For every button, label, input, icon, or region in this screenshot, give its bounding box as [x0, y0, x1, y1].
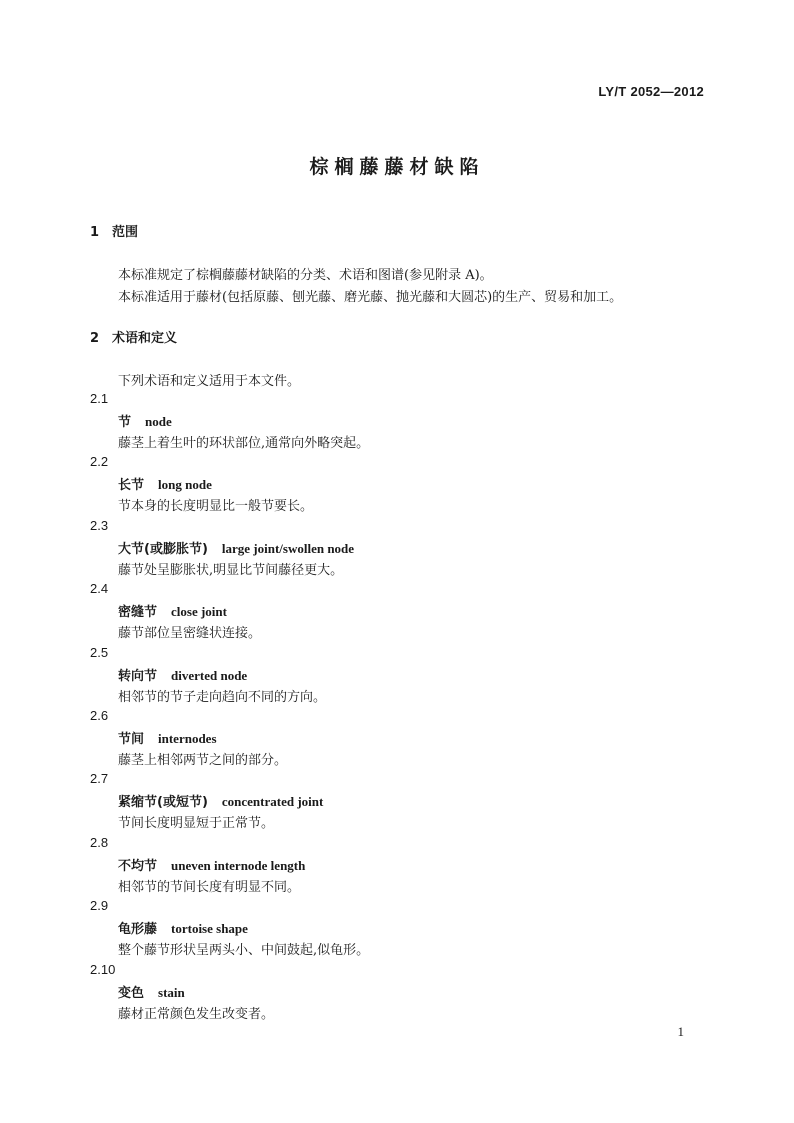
term-chinese: 转向节	[118, 668, 158, 684]
document-title: 棕榈藤藤材缺陷	[309, 156, 485, 178]
term-name	[118, 982, 185, 1001]
section-1-title: 范围	[112, 225, 139, 240]
section-1-number: 1	[90, 225, 100, 240]
term-chinese: 龟形藤	[118, 922, 158, 938]
term-chinese: 密缝节	[118, 605, 158, 621]
section-2-heading	[90, 327, 177, 346]
term-chinese: 紧缩节(或短节)	[118, 795, 208, 811]
section-2-title: 术语和定义	[112, 331, 178, 346]
term-english: internodes	[158, 731, 217, 746]
term-number: 2.7	[90, 771, 109, 787]
term-definition: 藤材正常颜色发生改变者。	[118, 1006, 275, 1022]
term-english: long node	[158, 477, 212, 493]
term-definition: 藤节处呈膨胀状,明显比节间藤径更大。	[118, 562, 344, 578]
terms-intro: 下列术语和定义适用于本文件。	[118, 374, 301, 389]
term-number: 2.5	[90, 644, 109, 660]
term-definition: 藤节部位呈密缝状连接。	[118, 626, 262, 642]
term-number: 2.2	[90, 454, 109, 470]
term-number: 2.8	[90, 834, 109, 850]
term-english: diverted node	[171, 667, 248, 683]
term-chinese: 大节(或膨胀节)	[118, 541, 208, 557]
term-english: large joint/swollen node	[221, 540, 355, 556]
term-number: 2.9	[90, 898, 109, 914]
term-number: 2.3	[90, 517, 109, 533]
term-english: stain	[158, 984, 185, 1000]
term-english: tortoise shape	[171, 921, 248, 937]
term-number: 2.1	[90, 391, 109, 406]
term-chinese: 变色	[118, 985, 145, 1001]
scope-paragraph-1: 本标准规定了棕榈藤藤材缺陷的分类、术语和图谱(参见附录 A)。	[118, 268, 493, 283]
term-name	[118, 474, 212, 493]
term-definition: 相邻节的节间长度有明显不同。	[118, 879, 301, 895]
term-name	[118, 538, 354, 557]
term-name	[118, 855, 305, 874]
term-chinese: 长节	[118, 478, 145, 494]
term-name	[118, 665, 247, 684]
term-english: concentrated joint	[221, 794, 324, 810]
term-english: uneven internode length	[171, 857, 306, 873]
term-english: node	[145, 414, 172, 429]
standard-code: LY/T 2052—2012	[598, 84, 704, 99]
section-1-heading	[90, 221, 138, 240]
term-name	[118, 728, 217, 747]
term-number: 2.4	[90, 581, 109, 597]
term-name	[118, 601, 227, 620]
term-definition: 相邻节的节子走向趋向不同的方向。	[118, 689, 327, 705]
page-number: 1	[677, 1024, 684, 1039]
term-definition: 藤茎上着生叶的环状部位,通常向外略突起。	[118, 436, 370, 451]
term-definition: 藤茎上相邻两节之间的部分。	[118, 753, 288, 768]
section-2-number: 2	[90, 331, 100, 346]
term-english: close joint	[171, 604, 227, 620]
term-name	[118, 791, 323, 810]
term-number: 2.6	[90, 708, 109, 723]
term-name	[118, 411, 172, 430]
term-definition: 节本身的长度明显比一般节要长。	[118, 499, 314, 515]
term-number: 2.10	[90, 961, 116, 977]
term-definition: 节间长度明显短于正常节。	[118, 816, 275, 832]
term-definition: 整个藤节形状呈两头小、中间鼓起,似龟形。	[118, 943, 370, 959]
term-chinese: 不均节	[118, 858, 158, 874]
term-chinese: 节间	[118, 732, 145, 747]
term-name	[118, 918, 248, 937]
term-chinese: 节	[118, 415, 132, 430]
scope-paragraph-2: 本标准适用于藤材(包括原藤、刨光藤、磨光藤、抛光藤和大圆芯)的生产、贸易和加工。	[118, 290, 623, 305]
